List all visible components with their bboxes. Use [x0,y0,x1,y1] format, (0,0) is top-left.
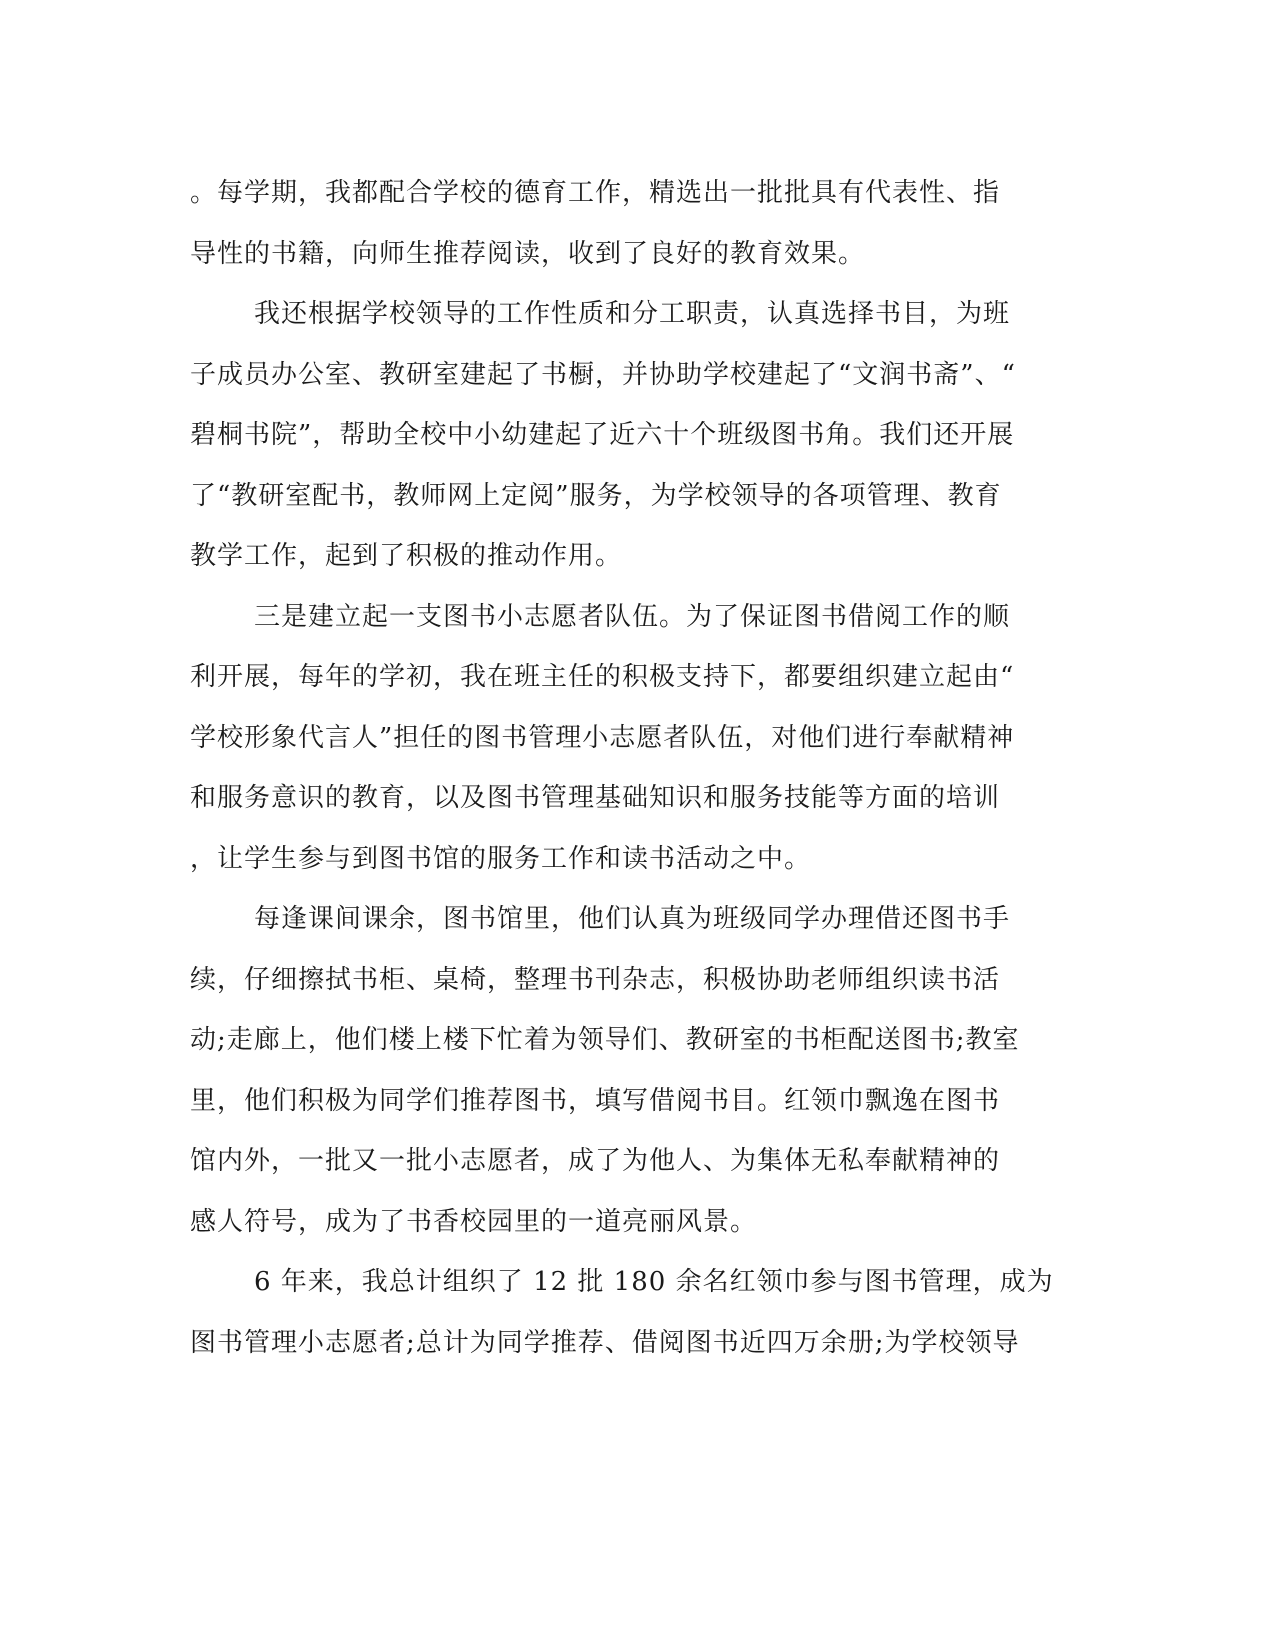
text-line: 续，仔细擦拭书柜、桌椅，整理书刊杂志，积极协助老师组织读书活 [190,964,1001,995]
text-line: 子成员办公室、教研室建起了书橱，并协助学校建起了“文润书斋”、“ [190,359,1016,390]
body-text [190,163,1070,1373]
text-line: 学校形象代言人”担任的图书管理小志愿者队伍，对他们进行奉献精神 [190,722,1015,753]
text-line: 感人符号，成为了书香校园里的一道亮丽风景。 [190,1206,758,1237]
text-line: 利开展，每年的学初，我在班主任的积极支持下，都要组织建立起由“ [190,662,1015,692]
text-line: ，让学生参与到图书馆的服务工作和读书活动之中。 [190,843,812,874]
text-line: 碧桐书院”，帮助全校中小幼建起了近六十个班级图书角。我们还开展 [190,420,1015,450]
paragraph-first-line: 我还根据学校领导的工作性质和分工职责，认真选择书目，为班 [254,299,1011,329]
paragraph-first-line: 三是建立起一支图书小志愿者队伍。为了保证图书借阅工作的顺 [254,601,1011,632]
text-line: 导性的书籍，向师生推荐阅读，收到了良好的教育效果。 [190,238,866,269]
text-line: 和服务意识的教育，以及图书管理基础知识和服务技能等方面的培训 [190,783,1001,813]
text-line: 教学工作，起到了积极的推动作用。 [190,541,623,571]
text-line: 馆内外，一批又一批小志愿者，成了为他人、为集体无私奉献精神的 [190,1146,1001,1176]
text-line: 动;走廊上，他们楼上楼下忙着为领导们、教研室的书柜配送图书;教室 [190,1025,1020,1055]
text-line: 里，他们积极为同学们推荐图书，填写借阅书目。红领巾飘逸在图书 [190,1085,1001,1116]
text-line: 图书管理小志愿者;总计为同学推荐、借阅图书近四万余册;为学校领导 [190,1327,1020,1358]
text-line: 。每学期，我都配合学校的德育工作，精选出一批批具有代表性、指 [190,178,1001,208]
paragraph-first-line: 每逢课间课余，图书馆里，他们认真为班级同学办理借还图书手 [254,904,1011,934]
paragraph-first-line: 6 年来，我总计组织了 12 批 180 余名红领巾参与图书管理，成为 [254,1267,1054,1297]
text-line: 了“教研室配书，教师网上定阅”服务，为学校领导的各项管理、教育 [190,480,1002,511]
